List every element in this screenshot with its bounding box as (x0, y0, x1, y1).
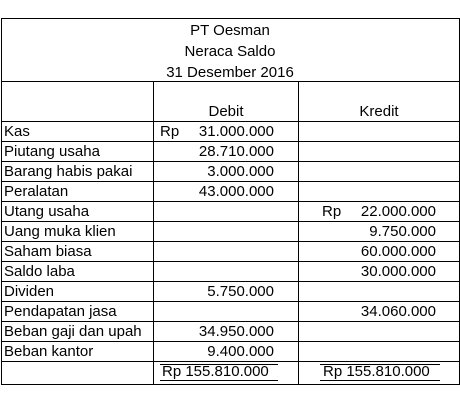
kredit-cell (322, 242, 436, 261)
debit-cell (160, 322, 274, 341)
kredit-cell (322, 142, 436, 161)
account-name: Uang muka klien (4, 223, 116, 240)
account-name: Utang usaha (4, 203, 90, 220)
account-name: Saham biasa (4, 243, 92, 260)
kredit-cell (322, 122, 436, 141)
debit-column-header: Debit (208, 103, 244, 120)
debit-cell (160, 222, 274, 241)
kredit-cell (322, 282, 436, 301)
debit-amount: 28.710.000 (198, 143, 274, 160)
kredit-amount: 22.000.000 (360, 203, 436, 220)
account-name: Dividen (4, 283, 55, 300)
kredit-total-double-rule (320, 380, 440, 381)
kredit-column-header: Kredit (359, 103, 399, 120)
account-name: Pendapatan jasa (4, 303, 117, 320)
column-divider-debit (153, 81, 154, 385)
debit-currency: Rp (160, 123, 180, 140)
debit-cell (160, 262, 274, 281)
account-name: Beban kantor (4, 343, 94, 360)
debit-cell (160, 302, 274, 321)
company-name: PT Oesman (190, 22, 270, 39)
debit-amount: 9.400.000 (207, 343, 274, 360)
kredit-cell (322, 222, 436, 241)
debit-amount: 34.950.000 (198, 323, 274, 340)
account-name: Kas (4, 123, 30, 140)
account-name: Barang habis pakai (4, 163, 133, 180)
account-name: Peralatan (4, 183, 69, 200)
debit-total-double-rule (160, 380, 278, 381)
kredit-cell (322, 302, 436, 321)
debit-amount: 43.000.000 (198, 183, 274, 200)
account-name: Saldo laba (4, 263, 75, 280)
kredit-cell (322, 322, 436, 341)
debit-amount: 3.000.000 (207, 163, 274, 180)
kredit-total: Rp 155.810.000 (323, 363, 430, 380)
debit-amount: 31.000.000 (198, 123, 274, 140)
kredit-currency: Rp (322, 203, 342, 220)
report-header (0, 20, 460, 83)
kredit-cell (322, 202, 436, 221)
account-name: Beban gaji dan upah (4, 323, 142, 340)
kredit-amount: 30.000.000 (360, 263, 436, 280)
debit-total: Rp 155.810.000 (162, 363, 269, 380)
kredit-amount: 9.750.000 (369, 223, 436, 240)
header-rule (1, 81, 460, 82)
debit-cell (160, 142, 274, 161)
report-title: Neraca Saldo (184, 43, 276, 60)
kredit-cell (322, 342, 436, 361)
report-date: 31 Desember 2016 (166, 64, 294, 81)
kredit-cell (322, 262, 436, 281)
debit-amount: 5.750.000 (207, 283, 274, 300)
debit-cell (160, 202, 274, 221)
debit-cell (160, 122, 274, 141)
kredit-amount: 60.000.000 (360, 243, 436, 260)
debit-cell (160, 182, 274, 201)
column-divider-kredit (298, 81, 299, 385)
debit-cell (160, 282, 274, 301)
debit-cell (160, 162, 274, 181)
debit-cell (160, 242, 274, 261)
account-name: Piutang usaha (4, 143, 100, 160)
kredit-cell (322, 182, 436, 201)
kredit-amount: 34.060.000 (360, 303, 436, 320)
debit-cell (160, 342, 274, 361)
kredit-cell (322, 162, 436, 181)
